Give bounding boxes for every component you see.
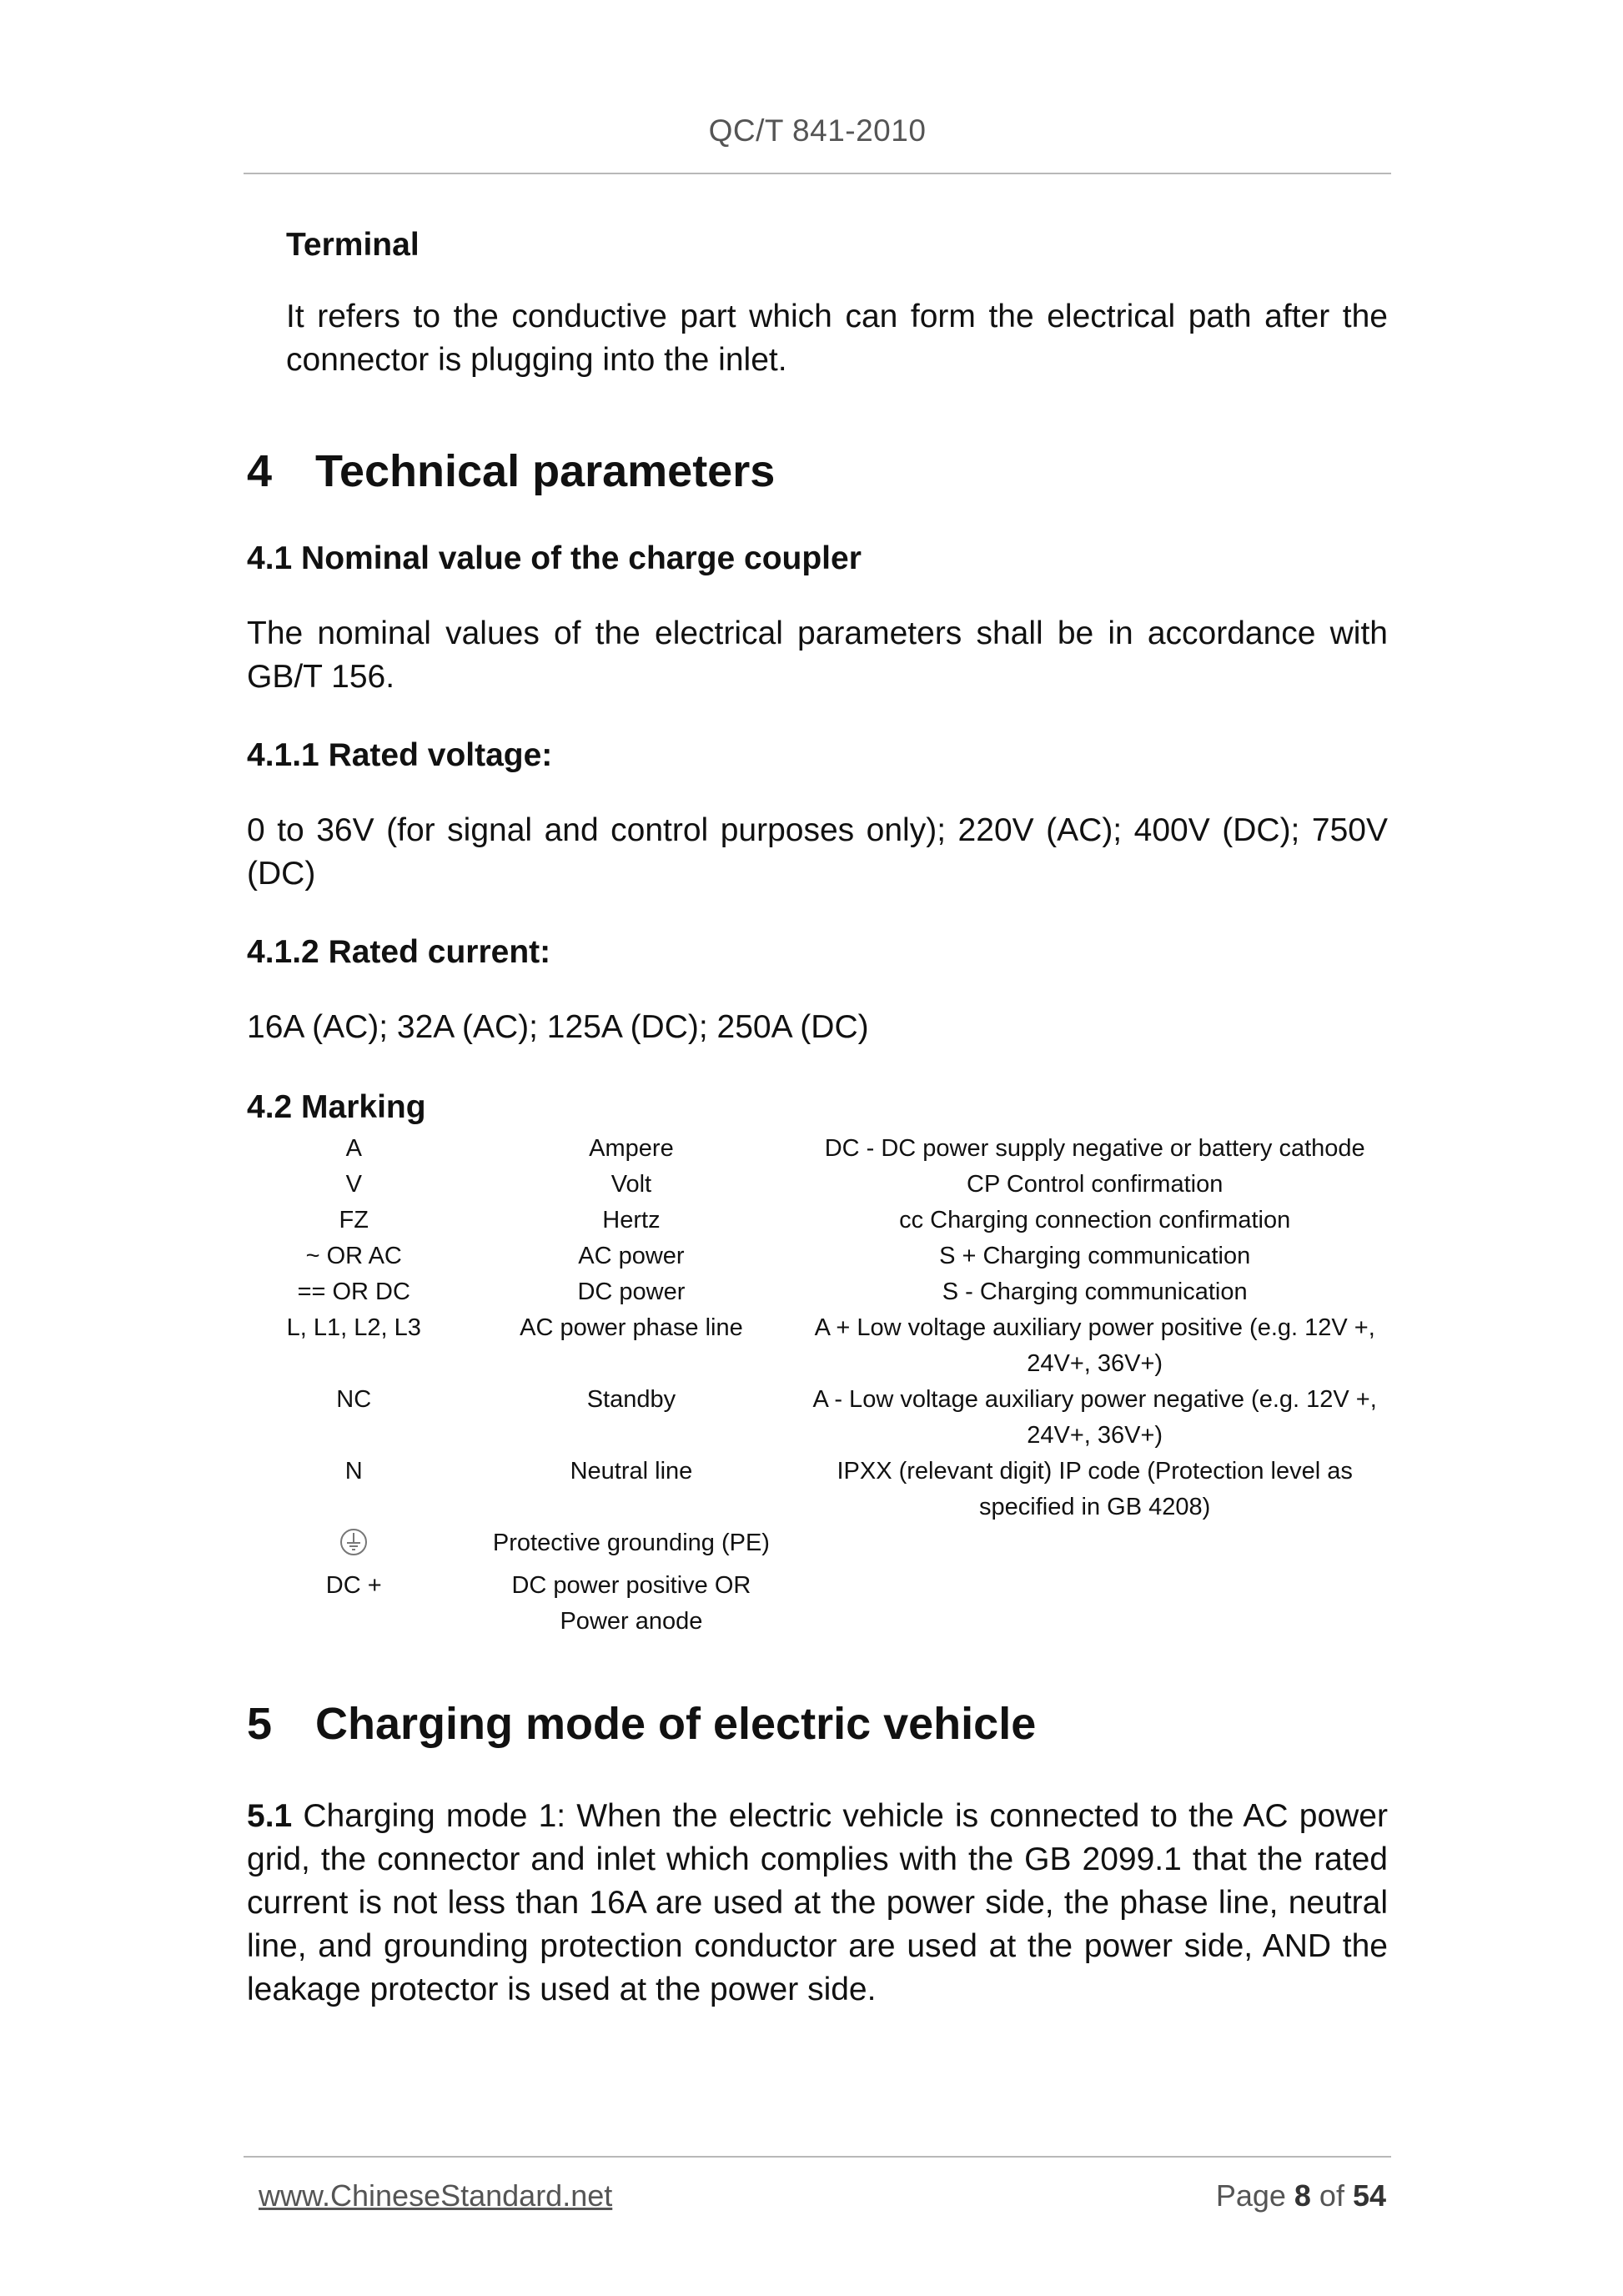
section-4-1-2-heading: 4.1.2 Rated current: <box>247 934 551 970</box>
marking-right-entry: S - Charging communication <box>942 1279 1248 1305</box>
marking-symbol: V <box>345 1171 362 1198</box>
marking-symbol-pe <box>247 1525 461 1568</box>
footer-divider <box>244 2156 1391 2158</box>
page-of: of <box>1310 2178 1353 2213</box>
section-4-1-1-heading: 4.1.1 Rated voltage: <box>247 737 553 773</box>
marking-symbol: A <box>345 1135 362 1162</box>
table-row <box>247 1525 1388 1568</box>
section-5-title: Charging mode of electric vehicle <box>315 1699 1037 1749</box>
marking-meaning: AC power phase line <box>520 1314 743 1341</box>
marking-symbol: DC + <box>325 1572 382 1599</box>
section-5-1-paragraph <box>247 1795 1388 2012</box>
marking-meaning: Protective grounding (PE) <box>492 1530 770 1556</box>
section-4-title: Technical parameters <box>315 446 776 496</box>
table-row <box>247 1167 1388 1203</box>
table-row <box>247 1568 1388 1640</box>
main-content <box>247 219 1388 2012</box>
marking-meaning: Ampere <box>589 1135 674 1162</box>
section-4-number: 4 <box>247 446 273 496</box>
table-row <box>247 1238 1388 1274</box>
table-row <box>247 1203 1388 1238</box>
marking-right-entry: A - Low voltage auxiliary power negative (e.g. 12V +, 24V+, 36V+) <box>812 1386 1377 1449</box>
page-prefix: Page <box>1215 2178 1294 2213</box>
marking-meaning: DC power <box>577 1279 686 1305</box>
marking-meaning: Neutral line <box>570 1458 693 1485</box>
table-row <box>247 1274 1388 1310</box>
section-4-1-heading: 4.1 Nominal value of the charge coupler <box>247 540 862 576</box>
marking-right-entry <box>801 1525 1388 1568</box>
marking-meaning: AC power <box>578 1243 685 1269</box>
marking-right-entry: S + Charging communication <box>939 1243 1251 1269</box>
section-4-1-text: The nominal values of the electrical parameters shall be in accordance with GB/T 156. <box>247 615 1388 695</box>
marking-right-entry: CP Control confirmation <box>967 1171 1224 1198</box>
marking-right-entry: A + Low voltage auxiliary power positive (e.g. 12V +, 24V+, 36V+) <box>814 1314 1375 1377</box>
marking-right-entry: cc Charging connection confirmation <box>899 1207 1291 1233</box>
marking-symbol: FZ <box>339 1207 369 1233</box>
marking-right-entry: DC - DC power supply negative or battery cathode <box>824 1135 1365 1162</box>
marking-symbol: == OR DC <box>297 1279 410 1305</box>
term-terminal: Terminal <box>286 227 420 263</box>
marking-right-entry: IPXX (relevant digit) IP code (Protection level as specified in GB 4208) <box>837 1458 1353 1520</box>
term-terminal-definition: It refers to the conductive part which can form the electrical path after the connector is plugging into the inlet. <box>286 299 1388 378</box>
section-4-2-heading: 4.2 Marking <box>247 1089 426 1125</box>
page-total: 54 <box>1352 2178 1386 2213</box>
marking-meaning: DC power positive OR Power anode <box>511 1572 751 1635</box>
section-4-1-2-text: 16A (AC); 32A (AC); 125A (DC); 250A (DC) <box>247 1009 869 1045</box>
header-divider <box>244 173 1391 174</box>
section-4-1-1-text: 0 to 36V (for signal and control purposes only); 220V (AC); 400V (DC); 750V (DC) <box>247 812 1388 892</box>
section-4-heading <box>247 442 1388 500</box>
footer-page-number <box>1216 2178 1386 2213</box>
section-5-number: 5 <box>247 1699 273 1749</box>
page-header-doc-id: QC/T 841-2010 <box>708 113 927 148</box>
section-5-1-label: 5.1 <box>247 1798 293 1834</box>
table-row <box>247 1382 1388 1454</box>
marking-meaning: Hertz <box>602 1207 661 1233</box>
table-row <box>247 1131 1388 1167</box>
table-row <box>247 1310 1388 1382</box>
protective-earth-icon <box>339 1527 369 1557</box>
marking-meaning: Standby <box>586 1386 676 1413</box>
marking-symbol: L, L1, L2, L3 <box>286 1314 421 1341</box>
marking-symbol: NC <box>336 1386 372 1413</box>
section-5-heading <box>247 1695 1388 1753</box>
section-5-1-text: Charging mode 1: When the electric vehicle is connected to the AC power grid, the connector and inlet which complies with the GB 2099.1 that the rated current is not less than 16A are used at the power side, the phase line, neutral line, and grounding protection conductor are used at the power side, AND the leakage protector is used at the power side. <box>247 1798 1388 2007</box>
marking-right-entry <box>801 1568 1388 1640</box>
marking-symbol: ~ OR AC <box>305 1243 402 1269</box>
marking-symbol: N <box>344 1458 363 1485</box>
marking-table <box>247 1131 1388 1640</box>
page-current: 8 <box>1294 2178 1311 2213</box>
footer-website-link[interactable]: www.ChineseStandard.net <box>259 2178 613 2213</box>
marking-meaning: Volt <box>611 1171 652 1198</box>
table-row <box>247 1454 1388 1525</box>
